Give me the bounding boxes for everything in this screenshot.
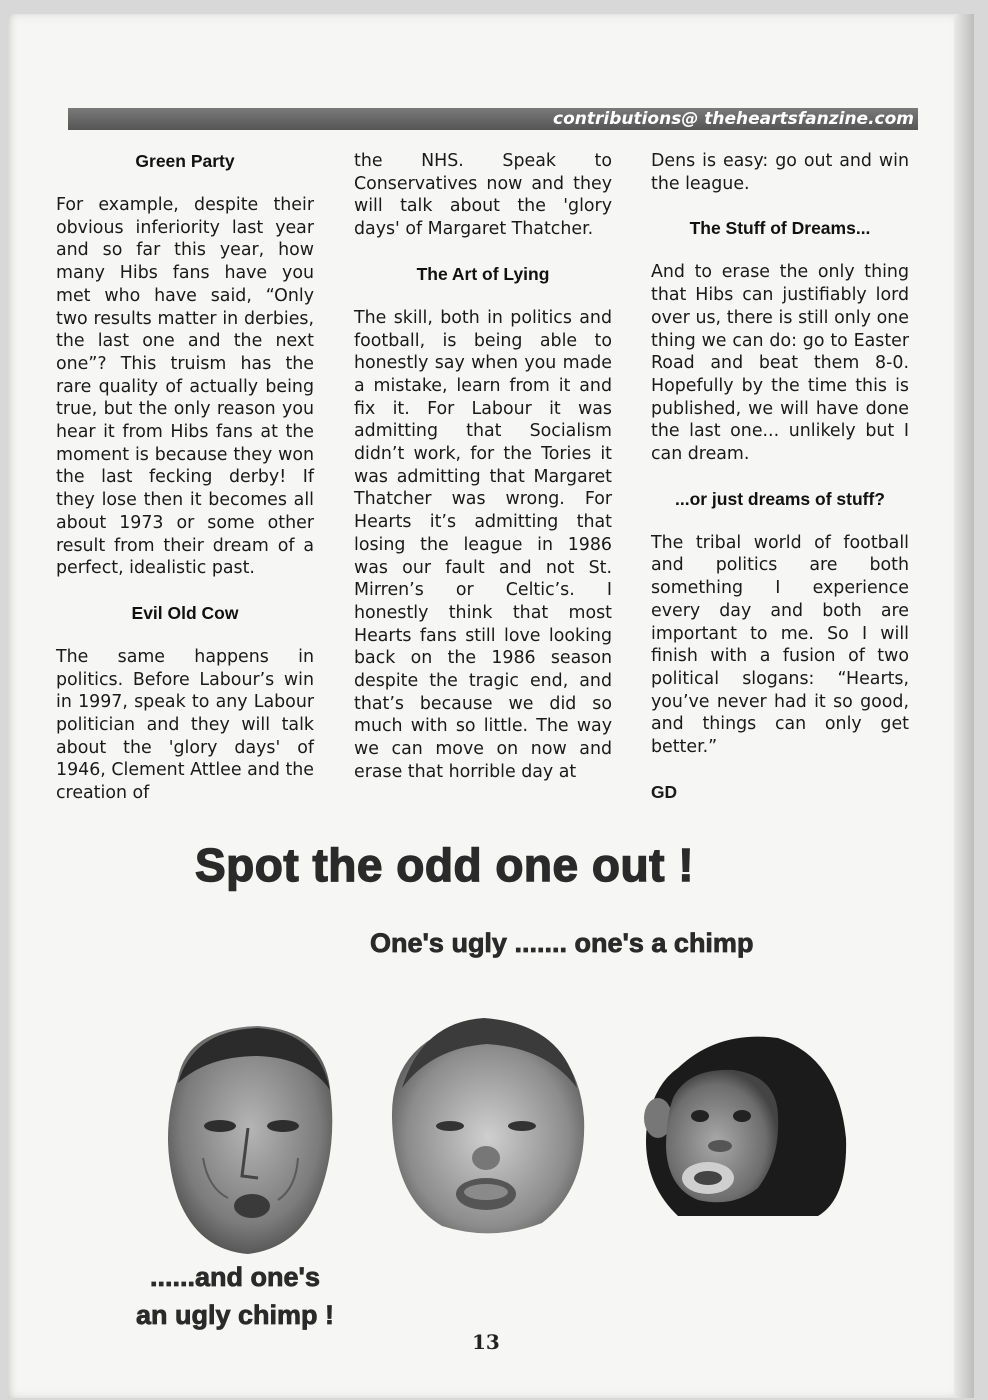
section-heading-stuff-of-dreams: The Stuff of Dreams... bbox=[689, 218, 871, 239]
paragraph: Dens is easy: go out and win the league. bbox=[651, 151, 909, 194]
header-bar bbox=[68, 108, 918, 130]
paragraph: The tribal world of football and politics are both something I experience every day and both are important to me. So I will finish with a fusion of two political slogans: “Hearts, you’ve never had it so good, and things can only get better.” bbox=[651, 532, 909, 758]
page-spine-shadow bbox=[954, 14, 974, 1398]
section-heading-evil-old-cow: Evil Old Cow bbox=[131, 602, 239, 623]
article-column-2 bbox=[354, 150, 612, 806]
photo-man-face-2 bbox=[372, 1008, 602, 1243]
section-heading-art-of-lying: The Art of Lying bbox=[416, 263, 550, 284]
contact-email: contributions@ theheartsfanzine.com bbox=[553, 109, 914, 129]
paragraph: The skill, both in politics and football, is being able to honestly say when you made a mistake, learn from it and fix it. For Labour it was admitting that Socialism didn’t work, for the Tories it was admitting that Margaret Thatcher was wrong. For Hearts it’s admitting that losing the league in 1986 was our fault and not St. Mirren’s or Celtic’s. I honestly think that most Hearts fans still love looking back on the 1986 season despite the tragic end, and that’s because we did so much with so little. The way we can move on now and erase that horrible day at bbox=[354, 307, 612, 782]
feature-caption bbox=[100, 1258, 370, 1334]
article-column-1 bbox=[56, 150, 314, 827]
section-heading-dreams-of-stuff: ...or just dreams of stuff? bbox=[674, 488, 886, 509]
feature-subtitle: One's ugly ....... one's a chimp bbox=[370, 928, 754, 958]
paragraph: For example, despite their obvious inferiority last year and so far this year, how many Hibs fans have you met who have said, “Only two results matter in derbies, the last one and the next one”? This truism has the rare quality of actually being true, but the only reason you hear it from Hibs fans at the moment is because they won the last fecking derby! If they lose then it becomes all about 1973 or some other result from their dream of a perfect, idealistic past. bbox=[56, 195, 314, 579]
caption-line-1: ......and one's bbox=[150, 1262, 320, 1292]
section-heading-green-party: Green Party bbox=[135, 151, 235, 171]
photo-man-face-1 bbox=[148, 1018, 348, 1258]
paragraph: the NHS. Speak to Conservatives now and they will talk about the 'glory days' of Margaret Thatcher. bbox=[354, 151, 612, 240]
article-column-3 bbox=[651, 150, 909, 825]
paragraph: The same happens in politics. Before Labour’s win in 1997, speak to any Labour politician and they will talk about the 'glory days' of 1946, Clement Attlee and the creation of bbox=[56, 646, 314, 804]
caption-line-2: an ugly chimp ! bbox=[135, 1300, 335, 1330]
page-number: 13 bbox=[472, 1330, 500, 1354]
author-signature: GD bbox=[651, 781, 678, 802]
photo-chimp bbox=[638, 1028, 848, 1218]
feature-title: Spot the odd one out ! bbox=[195, 839, 695, 891]
paragraph: And to erase the only thing that Hibs can justifiably lord over us, there is still only one thing we can do: go to Easter Road and beat them 8-0. Hopefully by the time this is published, we will have done the last one... unlikely but I can dream. bbox=[651, 262, 909, 465]
